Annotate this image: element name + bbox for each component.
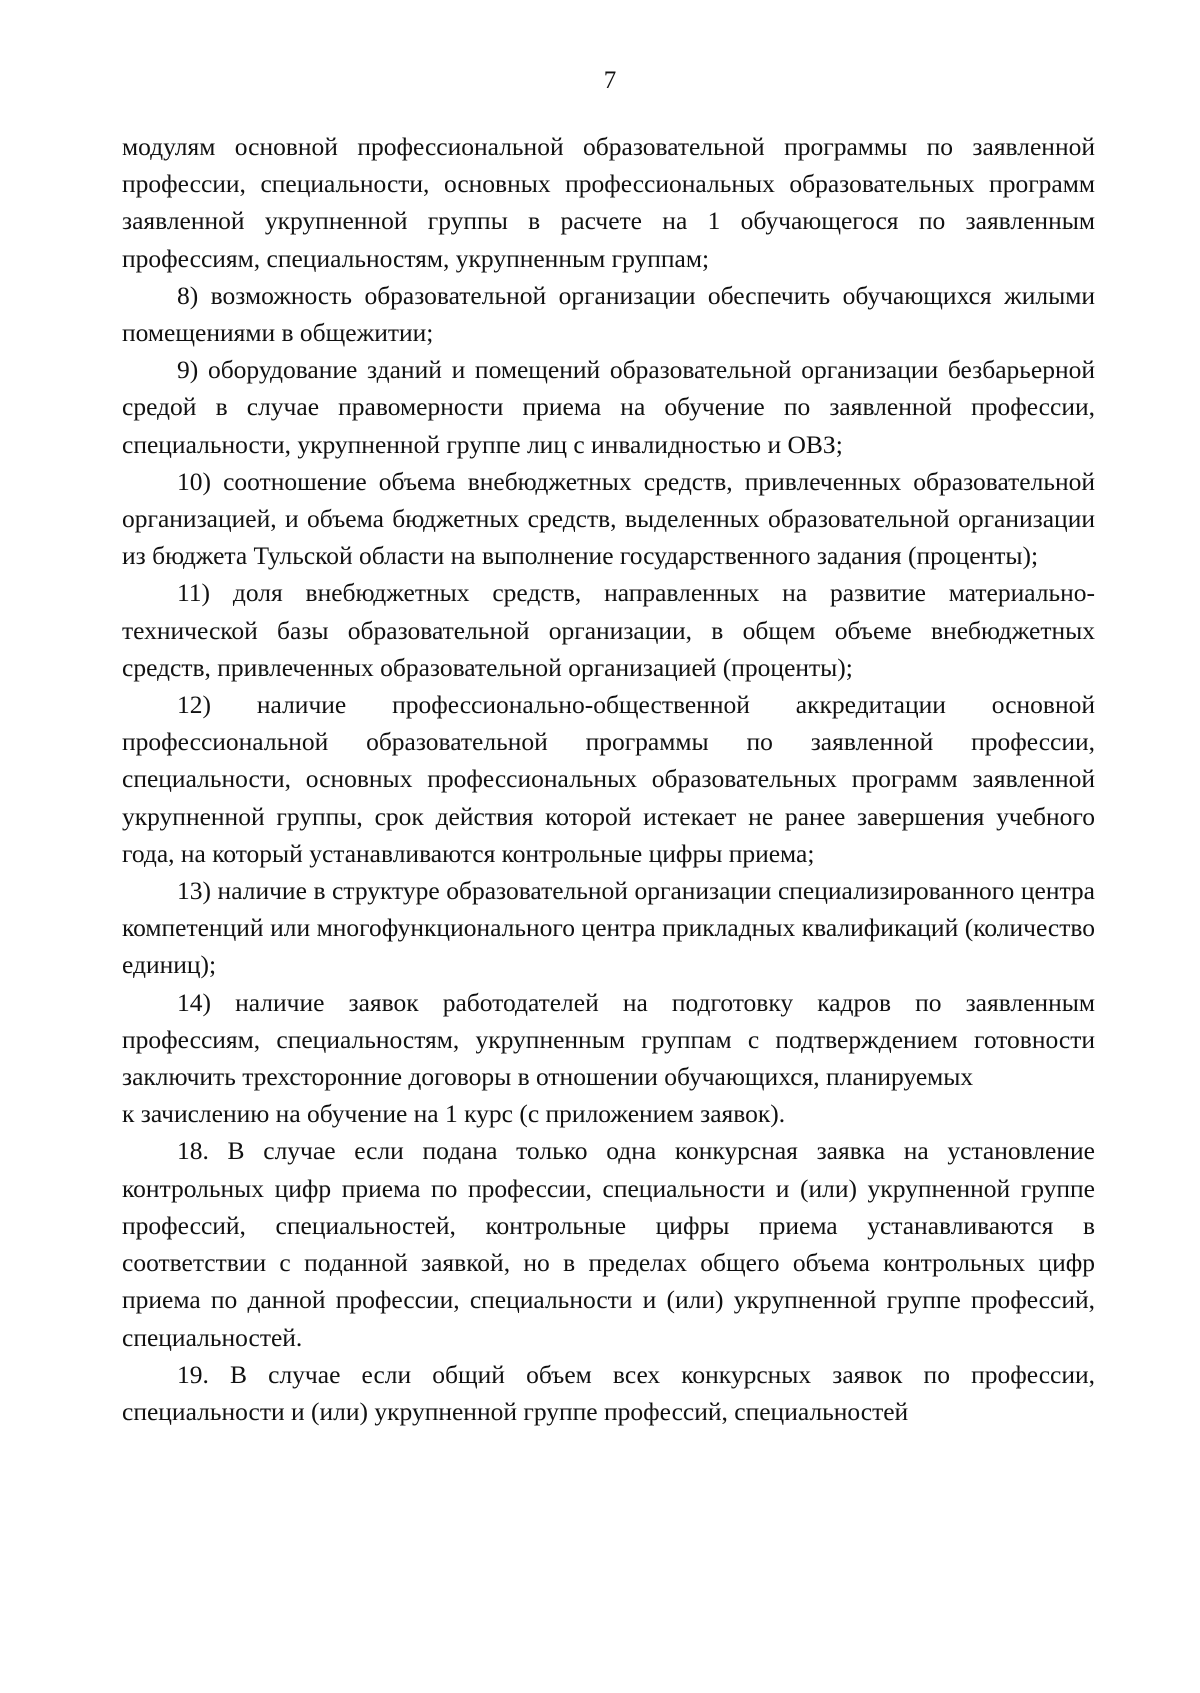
- paragraph-item-13: 13) наличие в структуре образовательной организации специализированного центра компетенций или многофункционального центра прикладных квалификаций (количество единиц);: [122, 876, 1095, 980]
- paragraph-item-11: 11) доля внебюджетных средств, направленных на развитие материально-технической базы образовательной организации, в общем объеме внебюджетных средств, привлеченных образовательной организацией (проценты);: [122, 578, 1095, 682]
- paragraph-item-14-continuation: к зачислению на обучение на 1 курс (с приложением заявок).: [122, 1099, 786, 1129]
- page-number: 7: [603, 67, 617, 94]
- paragraph-item-14: 14) наличие заявок работодателей на подготовку кадров по заявленным профессиям, специальностям, укрупненным группам с подтверждением готовности заключить трехсторонние договоры в отношении обучающихся, планируемых: [122, 987, 1095, 1092]
- paragraph-clause-18: 18. В случае если подана только одна конкурсная заявка на установление контрольных цифр приема по профессии, специальности и (или) укрупненной группе профессий, специальностей, контрольные цифры приема устанавливаются в соответствии с поданной заявкой, но в пределах общего объема контрольных цифр приема по данной профессии, специальности и (или) укрупненной группе профессий, специальностей.: [122, 1136, 1095, 1352]
- paragraph-item-12: 12) наличие профессионально-общественной аккредитации основной профессиональной образовательной программы по заявленной профессии, специальности, основных профессиональных образовательных программ заявленной укрупненной группы, срок действия которой истекает не ранее завершения учебного года, на который устанавливаются контрольные цифры приема;: [122, 690, 1095, 868]
- paragraph-item-10: 10) соотношение объема внебюджетных средств, привлеченных образовательной организацией, и объема бюджетных средств, выделенных образовательной организации из бюджета Тульской области на выполнение государственного задания (проценты);: [122, 466, 1095, 571]
- document-body: [122, 128, 1095, 1430]
- paragraph-item-9: 9) оборудование зданий и помещений образовательной организации безбарьерной средой в случае правомерности приема на обучение по заявленной профессии, специальности, укрупненной группе лиц с инвалидностью и ОВЗ;: [122, 355, 1095, 459]
- paragraph-continuation: модулям основной профессиональной образовательной программы по заявленной профессии, специальности, основных профессиональных образовательных программ заявленной укрупненной группы в расчете на 1 обучающегося по заявленным профессиям, специальностям, укрупненным группам;: [122, 132, 1095, 273]
- paragraph-clause-19: 19. В случае если общий объем всех конкурсных заявок по профессии, специальности и (или) укрупненной группе профессий, специальностей: [122, 1359, 1095, 1426]
- paragraph-item-8: 8) возможность образовательной организации обеспечить обучающихся жилыми помещениями в общежитии;: [122, 280, 1095, 348]
